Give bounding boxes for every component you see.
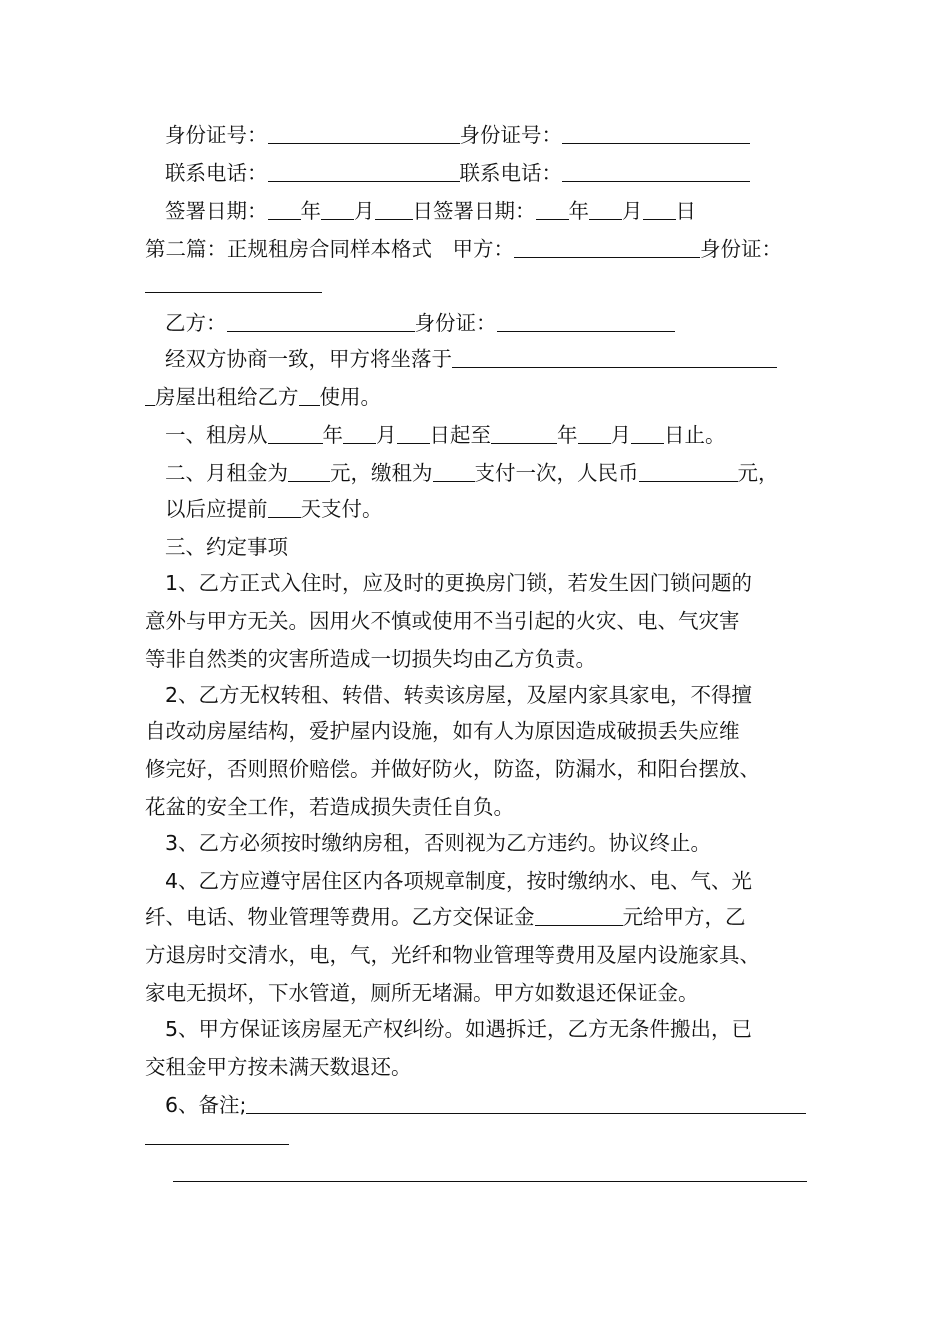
intro-text-3: 使用。 [319,385,381,409]
party-b-blank [227,309,415,332]
item4-line1: 4、乙方应遵守居住区内各项规章制度，按时缴纳水、电、气、光 [165,869,753,893]
id-card-blank [145,292,322,293]
item1-line3: 等非自然类的灾害所造成一切损失均由乙方负责。 [145,647,596,671]
id-blank-party-b [562,121,750,144]
location-blank [452,345,777,368]
item5-line1: 5、甲方保证该房屋无产权纠纷。如遇拆迁，乙方无条件搬出，已 [165,1017,753,1041]
rent-row-2 [165,494,845,524]
id-number-row [165,120,845,150]
notes-blank [246,1091,806,1114]
rent-text-4: 元， [737,461,779,485]
start-month-blank [343,421,376,444]
day-blank-b [643,197,676,220]
id-card-label: 身份证： [700,237,782,261]
rmb-blank [639,459,738,482]
party-a-blank [514,235,700,258]
item2-line4: 花盆的安全工作，若造成损失责任自负。 [145,795,514,819]
term-month-2: 月 [610,423,631,447]
item1-line1: 1、乙方正式入住时，应及时的更换房门锁，若发生因门锁问题的 [165,571,753,595]
term-text-1: 一、租房从 [165,423,268,447]
item6-line1 [165,1090,845,1120]
notes-blank-line2 [173,1181,807,1182]
sign-date-label-a: 签署日期： [165,199,268,223]
rent-text-5: 以后应提前 [165,497,268,521]
item4-line4: 家电无损坏，下水管道，厕所无堵漏。甲方如数退还保证金。 [145,981,699,1005]
item2-line3: 修完好，否则照价赔偿。并做好防火，防盗，防漏水，和阳台摆放、 [145,757,760,781]
id-label-party-a: 身份证号： [165,123,268,147]
sign-date-label-b: 日签署日期： [412,199,536,223]
term-from: 日起至 [429,423,491,447]
end-day-blank [631,421,664,444]
term-end: 日止。 [664,423,726,447]
month-blank-b [589,197,622,220]
rent-text-2: 元，缴租为 [330,461,433,485]
pay-period-blank [433,459,475,482]
sign-date-row [165,196,845,226]
rent-text-3: 支付一次，人民币 [474,461,639,485]
rent-text-6: 天支付。 [300,497,383,521]
year-label-b: 年 [568,199,589,223]
party-b-label: 乙方： [165,311,227,335]
month-label: 月 [354,199,375,223]
intro-text-1: 经双方协商一致，甲方将坐落于 [165,347,452,371]
intro-line-1 [165,344,845,374]
year-blank [268,197,301,220]
phone-row [165,158,845,188]
rent-text-1: 二、月租金为 [165,461,288,485]
item1-line2: 意外与甲方无关。因用火不慎或使用不当引起的火灾、电、气灾害 [145,609,740,633]
item4-line3: 方退房时交清水，电，气，光纤和物业管理等费用及屋内设施家具、 [145,943,760,967]
rent-amount-blank [288,459,330,482]
phone-label-party-a: 联系电话： [165,161,268,185]
month-blank [321,197,354,220]
day-blank [375,197,413,220]
intro-text-2: 房屋出租给乙方 [155,385,299,409]
section2-heading [145,234,825,264]
item4-text-a: 纤、电话、物业管理等费用。乙方交保证金 [145,905,535,929]
intro-line-2 [145,382,825,412]
phone-blank-party-a [268,159,460,182]
party-b-id-label: 身份证： [414,311,497,335]
notes-blank-cont [145,1144,289,1145]
month-label-b: 月 [622,199,643,223]
term-row [165,420,845,450]
item4-line2 [145,902,825,932]
item4-text-b: 元给甲方，乙 [622,905,746,929]
location-blank-cont [145,383,155,406]
year-blank-b [536,197,569,220]
id-label-party-b: 身份证号： [459,123,562,147]
rent-row [165,458,845,488]
advance-days-blank [268,495,301,518]
start-year-blank [268,421,323,444]
party-b-row [165,308,845,338]
deposit-blank [535,903,623,926]
agreed-items-heading: 三、约定事项 [165,535,288,559]
end-month-blank [578,421,611,444]
start-day-blank [397,421,430,444]
term-year: 年 [322,423,343,447]
term-month: 月 [376,423,397,447]
usage-blank [299,383,320,406]
item2-line2: 自改动房屋结构，爱护屋内设施，如有人为原因造成破损丢失应维 [145,719,740,743]
party-b-id-blank [497,309,675,332]
section2-title: 第二篇：正规租房合同样本格式 甲方： [145,237,514,261]
phone-blank-party-b [562,159,750,182]
item5-line2: 交租金甲方按未满天数退还。 [145,1055,412,1079]
year-label: 年 [300,199,321,223]
end-year-blank [491,421,557,444]
notes-label: 6、备注; [165,1093,247,1117]
id-blank-party-a [268,121,460,144]
phone-label-party-b: 联系电话： [459,161,562,185]
item2-line1: 2、乙方无权转租、转借、转卖该房屋，及屋内家具家电，不得擅 [165,683,753,707]
item3-line1: 3、乙方必须按时缴纳房租，否则视为乙方违约。协议终止。 [165,831,712,855]
term-year-2: 年 [557,423,578,447]
day-label-b: 日 [675,199,696,223]
